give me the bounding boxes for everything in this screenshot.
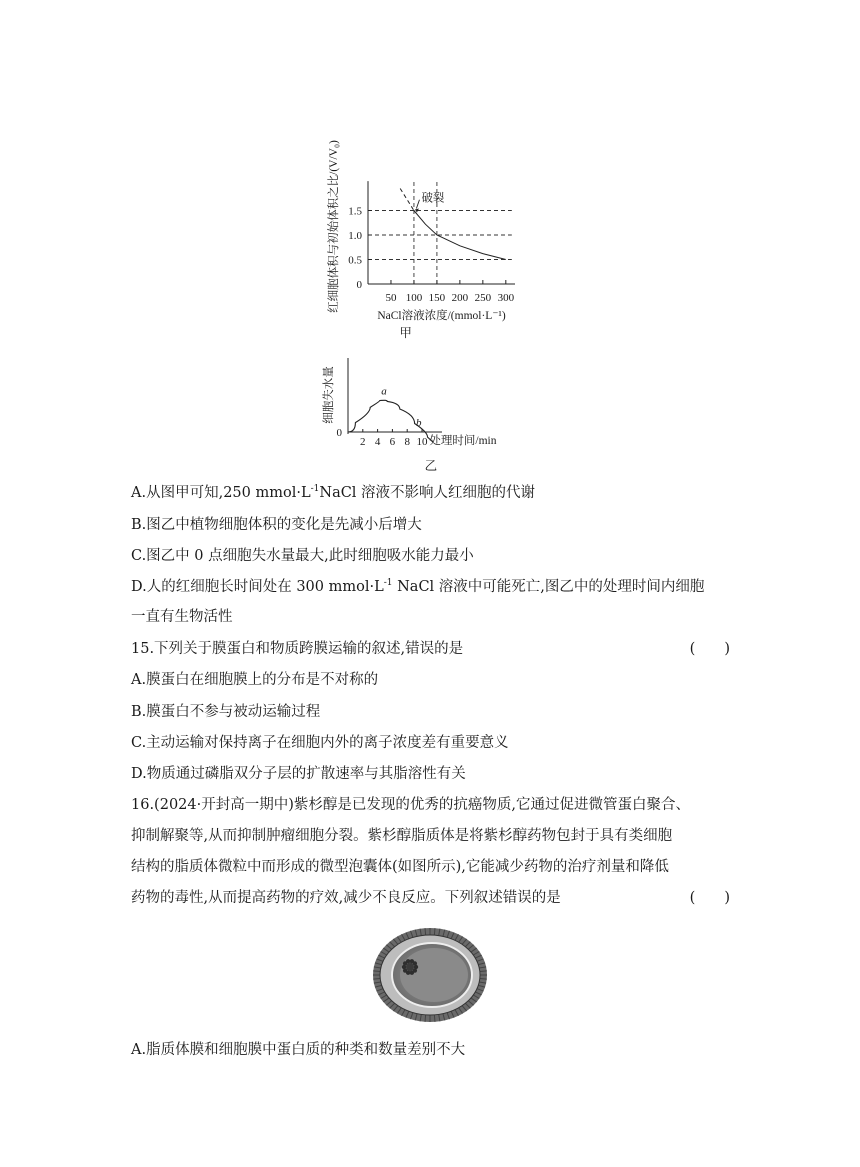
x-tick-label: 50 xyxy=(385,292,397,304)
q16-stem-line1: 16.(2024·开封高一期中)紫杉醇是已发现的优秀的抗癌物质,它通过促进微管蛋白聚合、 xyxy=(131,797,690,813)
y-axis-label: 红细胞体积与初始体积之比/(V/V₀) xyxy=(328,140,340,313)
chart-jia xyxy=(320,110,560,345)
q16-option-a: A.脂质体膜和细胞膜中蛋白质的种类和数量差别不大 xyxy=(131,1042,466,1058)
q15-stem: 15.下列关于膜蛋白和物质跨膜运输的叙述,错误的是 xyxy=(131,641,464,657)
y-tick-label: 1.0 xyxy=(348,230,362,242)
x-tick-label: 200 xyxy=(451,292,469,304)
q15-option-a: A.膜蛋白在细胞膜上的分布是不对称的 xyxy=(131,672,379,688)
annotation-rupture-label: 破裂 xyxy=(421,192,445,205)
point-a-label: a xyxy=(381,385,387,398)
q14-option-a: A.从图甲可知,250 $mmol\cdot L^{-1}NaCl$ 溶液不影响人红细胞的代谢 xyxy=(131,484,536,501)
q16-stem-line2: 抑制解聚等,从而抑制肿瘤细胞分裂。紫杉醇脂质体是将紫杉醇药物包封于具有类细胞 xyxy=(131,828,673,844)
point-b-label: b xyxy=(416,417,422,429)
liposome-figure xyxy=(370,925,490,1025)
q15-option-d: D.物质通过磷脂双分子层的扩散速率与其脂溶性有关 xyxy=(131,766,466,782)
x-tick-label: 8 xyxy=(404,436,410,448)
q15-answer-blank: ( ) xyxy=(689,641,730,657)
q14-option-d-cont: 一直有生物活性 xyxy=(131,609,233,625)
q14-option-d: D.人的红细胞长时间处在 300 $mmol\cdot L^{-1}$ NaCl 溶液中可能死亡,图乙中的处理时间内细胞 xyxy=(131,578,705,595)
x-tick-label: 2 xyxy=(360,436,366,448)
y-tick-label: 1.5 xyxy=(348,205,362,218)
y-tick-label: 0.5 xyxy=(348,254,362,267)
x-tick-label: 6 xyxy=(389,436,396,448)
y-axis-label: 细胞失水量 xyxy=(323,366,335,424)
drug-particle-icon xyxy=(402,959,418,975)
x-tick-label: 4 xyxy=(374,436,381,448)
annotation-arrow xyxy=(416,200,419,209)
chart-caption-yi: 乙 xyxy=(424,459,438,473)
x-axis-label: NaCl溶液浓度/(mmol·L⁻¹) xyxy=(377,310,506,322)
q15-option-c: C.主动运输对保持离子在细胞内外的离子浓度差有重要意义 xyxy=(131,735,509,751)
x-tick-label: 300 xyxy=(497,292,515,304)
q16-stem-line4: 药物的毒性,从而提高药物的疗效,减少不良反应。下列叙述错误的是 xyxy=(131,890,561,906)
x-tick-label: 150 xyxy=(428,292,446,304)
series-dashed-line xyxy=(400,189,414,211)
q15-option-b: B.膜蛋白不参与被动运输过程 xyxy=(131,704,321,720)
x-tick-label: 10 xyxy=(416,436,428,448)
origin-label: 0 xyxy=(336,427,342,439)
q14-option-b: B.图乙中植物细胞体积的变化是先减小后增大 xyxy=(131,517,422,533)
chart-yi xyxy=(318,350,548,475)
chart-caption-jia: 甲 xyxy=(399,326,412,340)
y-tick-label: 0 xyxy=(356,279,362,291)
q16-answer-blank: ( ) xyxy=(689,890,730,906)
x-axis-label: 处理时间/min xyxy=(429,435,497,447)
q16-stem-line3: 结构的脂质体微粒中而形成的微型泡囊体(如图所示),它能减少药物的治疗剂量和降低 xyxy=(131,859,669,875)
q14-option-c: C.图乙中 0 点细胞失水量最大,此时细胞吸水能力最小 xyxy=(131,548,474,564)
x-tick-label: 250 xyxy=(474,292,492,304)
x-tick-label: 100 xyxy=(405,292,423,304)
